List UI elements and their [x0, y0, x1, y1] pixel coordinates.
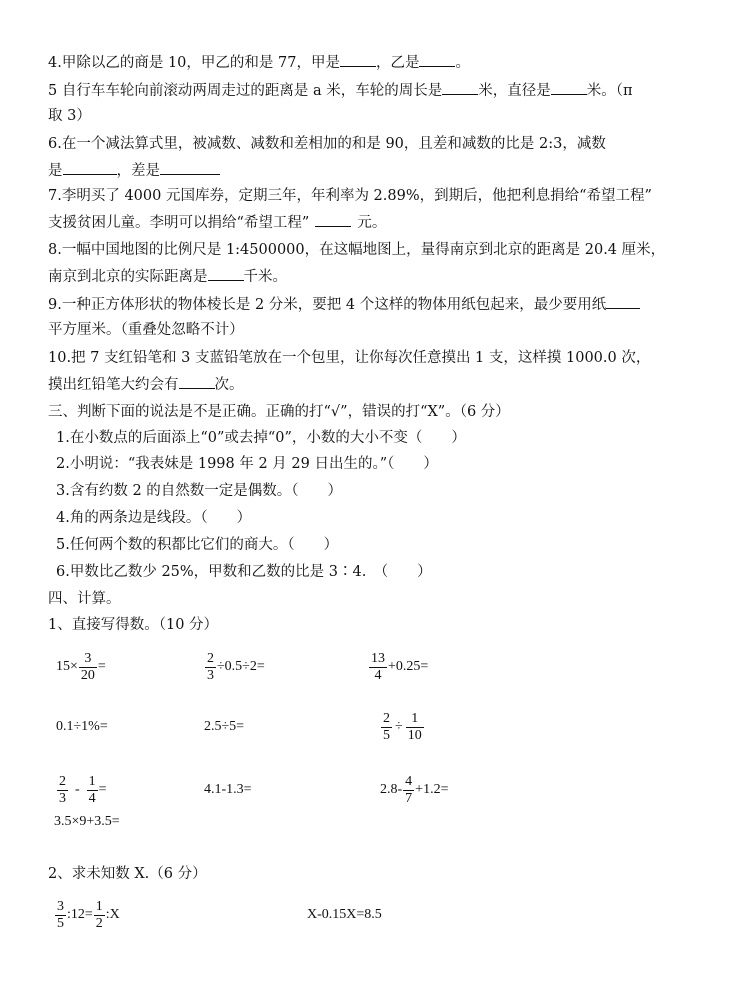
judge-item-1: 1.在小数点的后面添上“0”或去掉“0”，小数的大小不变（ ）: [56, 430, 466, 446]
fraction: $\frac{1}{2}$: [95, 898, 103, 931]
fraction: $\frac{1}{10}$: [407, 710, 422, 743]
answer-blank[interactable]: [419, 52, 455, 67]
question-10-cont: 摸出红铅笔大约会有 次。: [48, 374, 244, 395]
fraction: $\frac{2}{5}$: [383, 710, 390, 743]
fraction: $\frac{2}{3}$: [207, 650, 214, 683]
question-6-cont: 是 ，差是: [48, 160, 220, 181]
answer-blank[interactable]: [160, 160, 220, 175]
solve-equation-2: X-0.15X=8.5: [307, 907, 382, 922]
calc-expression-1: 15× $\frac{3}{20}$ =: [56, 650, 106, 683]
calc-expression-5: 2.5÷5=: [204, 719, 245, 734]
answer-blank[interactable]: [551, 80, 587, 95]
question-5: 5 自行车车轮向前滚动两周走过的距离是 a 米，车轮的周长是 米，直径是 米。（π: [48, 80, 632, 101]
calc-expression-9: 2.8- $\frac{4}{7}$ +1.2=: [380, 773, 449, 806]
answer-blank[interactable]: [208, 266, 244, 281]
question-5-cont: 取 3）: [48, 108, 91, 124]
judge-item-6: 6.甲数比乙数少 25%，甲数和乙数的比是 3∶4. （ ）: [56, 564, 432, 580]
question-7: 7.李明买了 4000 元国库券，定期三年，年利率为 2.89%，到期后，他把利息捐给“希望工程”: [48, 188, 652, 204]
calc-expression-3: $\frac{13}{4}$ +0.25=: [371, 650, 429, 683]
fraction: $\frac{13}{4}$: [371, 650, 385, 683]
part-2-title: 2、求未知数 X.（6 分）: [48, 866, 207, 882]
fraction: $\frac{4}{7}$: [405, 773, 413, 806]
question-10: 10.把 7 支红铅笔和 3 支蓝铅笔放在一个包里，让你每次任意摸出 1 支，这样摸 1000.0 次，: [48, 350, 651, 366]
fraction: $\frac{3}{20}$: [80, 650, 95, 683]
judge-item-3: 3.含有约数 2 的自然数一定是偶数。（ ）: [56, 483, 343, 499]
question-8-cont: 南京到北京的实际距离是 千米。: [48, 266, 287, 287]
judge-item-4: 4.角的两条边是线段。（ ）: [56, 510, 252, 526]
question-4: 4.甲除以乙的商是 10，甲乙的和是 77，甲是 ，乙是 。: [48, 52, 470, 73]
question-8: 8.一幅中国地图的比例尺是 1:4500000，在这幅地图上，量得南京到北京的距离是 20.4 厘米，: [48, 242, 666, 258]
calc-expression-4: 0.1÷1%=: [56, 719, 108, 734]
calc-expression-2: $\frac{2}{3}$ ÷0.5÷2=: [207, 650, 265, 683]
question-7-cont: 支援贫困儿童。李明可以捐给“希望工程” 元。: [48, 212, 386, 233]
answer-blank[interactable]: [179, 374, 215, 389]
calc-expression-10: 3.5×9+3.5=: [54, 814, 120, 829]
question-6: 6.在一个减法算式里，被减数、减数和差相加的和是 90，且差和减数的比是 2:3，减数: [48, 136, 606, 152]
part-1-title: 1、直接写得数。（10 分）: [48, 617, 219, 633]
fraction: $\frac{3}{5}$: [57, 898, 64, 931]
question-9-cont: 平方厘米。（重叠处忽略不计）: [48, 322, 244, 338]
answer-blank[interactable]: [315, 212, 351, 227]
judge-item-5: 5.任何两个数的积都比它们的商大。（ ）: [56, 537, 339, 553]
calc-expression-7: $\frac{2}{3}$ - $\frac{1}{4}$ =: [59, 773, 107, 806]
calc-expression-8: 4.1-1.3=: [204, 782, 252, 797]
solve-equation-1: $\frac{3}{5}$ :12= $\frac{1}{2}$ :X: [57, 898, 120, 931]
answer-blank[interactable]: [63, 160, 117, 175]
answer-blank[interactable]: [340, 52, 376, 67]
calc-expression-6: $\frac{2}{5}$ ÷ $\frac{1}{10}$: [383, 710, 422, 743]
section-3-title: 三、判断下面的说法是不是正确。正确的打“√”，错误的打“Χ”。（6 分）: [48, 404, 510, 420]
fraction: $\frac{2}{3}$: [59, 773, 66, 806]
answer-blank[interactable]: [442, 80, 478, 95]
answer-blank[interactable]: [606, 294, 640, 309]
question-9: 9.一种正方体形状的物体棱长是 2 分米，要把 4 个这样的物体用纸包起来，最少要用纸: [48, 294, 640, 315]
fraction: $\frac{1}{4}$: [88, 773, 96, 806]
judge-item-2: 2.小明说：“我表妹是 1998 年 2 月 29 日出生的。”（ ）: [56, 456, 438, 472]
section-4-title: 四、计算。: [48, 591, 121, 607]
